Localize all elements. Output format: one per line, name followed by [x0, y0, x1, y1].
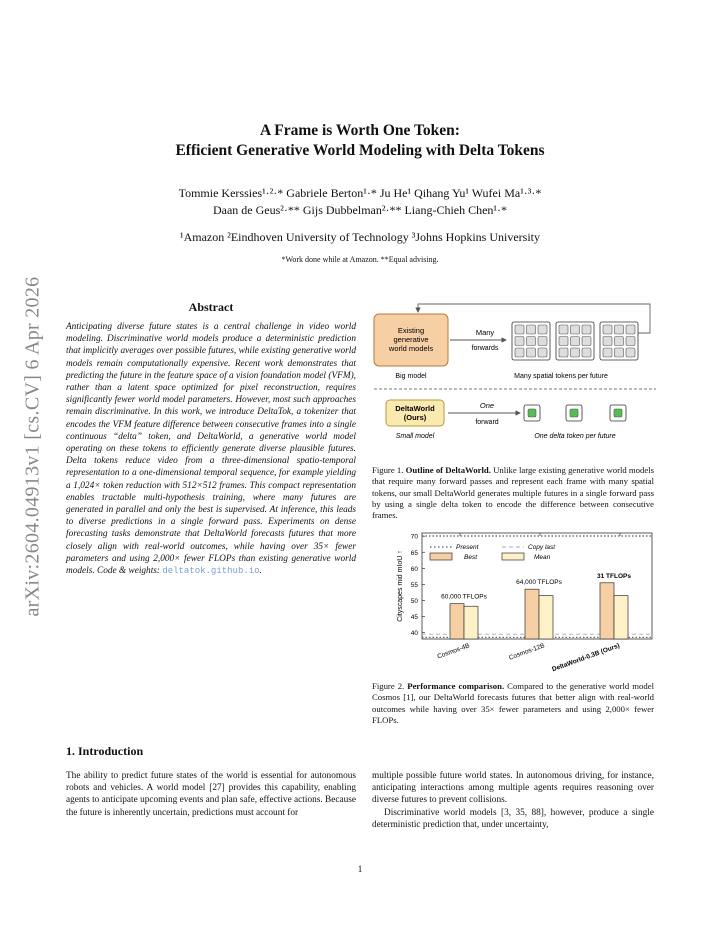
one-label: One [479, 401, 495, 410]
spatial-token [527, 337, 536, 346]
delta-token [528, 409, 536, 417]
figure-2-caption [372, 681, 654, 726]
big-box-line-2: generative [393, 335, 429, 344]
right-paragraph-1: multiple possible future world states. In autonomous driving, for instance, anticipating interactions among multiple agents requires reasoning over diverse futures to prevent collisions. [372, 771, 654, 806]
spatial-token [559, 337, 568, 346]
spatial-token [626, 337, 635, 346]
abstract-end: . [259, 566, 262, 577]
bar-best [600, 583, 614, 639]
spatial-token [603, 337, 612, 346]
spatial-token [582, 348, 591, 357]
flops-annotation: 64,000 TFLOPs [516, 579, 562, 587]
small-model-label: Small model [395, 433, 435, 440]
spatial-token [515, 337, 524, 346]
fig1-caption-label: Figure 1. [372, 465, 404, 475]
paper-title [0, 121, 720, 161]
y-tick-label: 55 [410, 581, 418, 589]
bar-mean [539, 596, 553, 639]
x-tick-label: Cosmos-4B [436, 642, 471, 661]
spatial-token [538, 325, 547, 334]
abstract-text: Anticipating diverse future states is a central challenge in video world modeling. Discriminative world models produce a deterministic prediction that implicitly averages over possible futures, while existing generative world models remain computationally expensive. Recent work demonstrates that predicting the future in the feature space of a vision foundation model (VFM), rather than a latent space optimized for pixel reconstruction, requires significantly fewer world model parameters. However, most such approaches remain discriminative. In this work, we introduce DeltaTok, a tokenizer that encodes the VFM feature difference between consecutive frames into a single continuous “delta” token, and DeltaWorld, a generative world model operating on these tokens to efficiently generate diverse plausible futures. Delta tokens reduce video from a three-dimensional spatio-temporal representation to a one-dimensional temporal sequence, for example yielding a 1,024× token reduction with 512×512 frames. This compact representation enables tractable multi-hypothesis training, where many futures are generated in parallel and only the best is supervised. At inference, this leads to diverse predictions in a single forward pass. Experiments on dense forecasting tasks demonstrate that DeltaWorld forecasts futures that more closely align with real-world outcomes, while having over 35× fewer parameters and using 2,000× fewer FLOPs than existing generative world models. Code & weights: [66, 322, 356, 577]
authors-line-2: Daan de Geus²·** Gijs Dubbelman²·** Liang-Chieh Chen¹·* [212, 203, 508, 217]
legend-best-swatch [430, 553, 452, 560]
authors-line-1: Tommie Kerssies¹·²·* Gabriele Berton¹·* Ju He¹ Qihang Yu¹ Wufei Ma¹·³·* [178, 186, 542, 200]
spatial-token [603, 325, 612, 334]
right-paragraph-2: Discriminative world models [3, 35, 88], however, produce a single deterministic prediction that, under uncertainty, [372, 807, 654, 830]
code-link[interactable]: deltatok.github.io [162, 566, 260, 577]
figure-1-caption [372, 465, 654, 521]
spatial-token [582, 337, 591, 346]
spatial-token [603, 348, 612, 357]
spatial-token [527, 325, 536, 334]
y-tick-label: 65 [410, 549, 418, 557]
spatial-token [615, 348, 624, 357]
spatial-token [571, 337, 580, 346]
fig1-caption-bold: Outline of DeltaWorld. [405, 465, 491, 475]
spatial-token [538, 337, 547, 346]
bar-best [450, 604, 464, 639]
page-number: 1 [357, 865, 363, 875]
intro-paragraph: The ability to predict future states of the world is essential for autonomous robots and vehicles. A world model [27] provides this capability, enabling agents to anticipate upcoming events and plan safe, effective actions. Because the future is inherently uncertain, predictions must account for [66, 771, 356, 818]
forward-label: forward [475, 419, 499, 426]
x-axis-labels [436, 642, 620, 673]
y-tick-label: 50 [410, 597, 418, 605]
delta-token-frames [524, 405, 626, 421]
spatial-token [615, 325, 624, 334]
fig2-caption-label: Figure 2. [372, 681, 405, 691]
legend-best-label: Best [464, 554, 478, 561]
figure-1-diagram [370, 298, 660, 458]
bar-mean [464, 606, 478, 639]
one-token-label: One delta token per future [534, 433, 616, 440]
delta-token [570, 409, 578, 417]
spatial-token [626, 348, 635, 357]
author-list [0, 185, 720, 219]
bar-mean [614, 596, 628, 639]
spatial-token [582, 325, 591, 334]
x-tick-label: Cosmos-12B [507, 642, 546, 662]
legend-mean-label: Mean [534, 554, 551, 561]
delta-token [614, 409, 622, 417]
spatial-token [615, 337, 624, 346]
section-heading: 1. Introduction [66, 744, 144, 758]
abstract-body [66, 321, 356, 577]
title-line-1: A Frame is Worth One Token: [260, 122, 460, 139]
spatial-token [538, 348, 547, 357]
spatial-token [571, 325, 580, 334]
bar-best [525, 589, 539, 639]
spatial-token [559, 325, 568, 334]
figure-2-chart [380, 525, 660, 685]
title-line-2: Efficient Generative World Modeling with Delta Tokens [175, 142, 545, 159]
many-label: Many [475, 328, 495, 337]
y-tick-label: 45 [410, 614, 418, 622]
y-tick-label: 40 [410, 630, 418, 638]
big-box-line-3: world models [388, 344, 434, 353]
small-box-line-2: (Ours) [403, 413, 427, 422]
forwards-label: forwards [471, 345, 499, 352]
spatial-token [515, 325, 524, 334]
y-tick-label: 70 [410, 533, 418, 541]
legend-mean-swatch [502, 553, 524, 560]
many-tokens-label: Many spatial tokens per future [514, 373, 608, 380]
big-model-label: Big model [395, 373, 427, 380]
affiliations: ¹Amazon ²Eindhoven University of Technology ³Johns Hopkins University [179, 230, 541, 244]
right-column-text [372, 770, 654, 831]
y-tick-label: 60 [410, 565, 418, 573]
spatial-token [571, 348, 580, 357]
spatial-token [527, 348, 536, 357]
abstract-heading: Abstract [188, 300, 234, 314]
author-footnote: *Work done while at Amazon. **Equal advising. [281, 255, 439, 264]
fig2-caption-bold: Performance comparison. [407, 681, 505, 691]
legend-present-label: Present [456, 544, 479, 551]
spatial-token [559, 348, 568, 357]
y-axis-label: Cityscapes mid mIoU ↑ [397, 550, 404, 622]
small-box-line-1: DeltaWorld [395, 404, 435, 413]
flops-annotation: 60,000 TFLOPs [441, 593, 487, 601]
fig1-caption-text: Unlike large existing generative world models that require many forward passes and represent each frame with many spatial tokens, our small DeltaWorld generates multiple futures in a single forward pass by using a single delta token to encode the difference between consecutive frames. [372, 465, 655, 521]
x-tick-label: DeltaWorld-0.3B (Ours) [551, 642, 621, 674]
arxiv-stamp: arXiv:2604.04913v1 [cs.CV] 6 Apr 2026 [21, 276, 44, 617]
fig2-caption-text: Compared to the generative world model Cosmos [1], our DeltaWorld forecasts futures that better align with real-world outcomes while having over 35× fewer parameters and using 2,000× fewer FLOPs. [372, 681, 655, 725]
spatial-token-grids [512, 322, 638, 360]
spatial-token [626, 325, 635, 334]
legend-copy-label: Copy last [528, 544, 556, 551]
spatial-token [515, 348, 524, 357]
big-box-line-1: Existing [397, 326, 425, 335]
flops-annotation: 31 TFLOPs [597, 572, 631, 580]
